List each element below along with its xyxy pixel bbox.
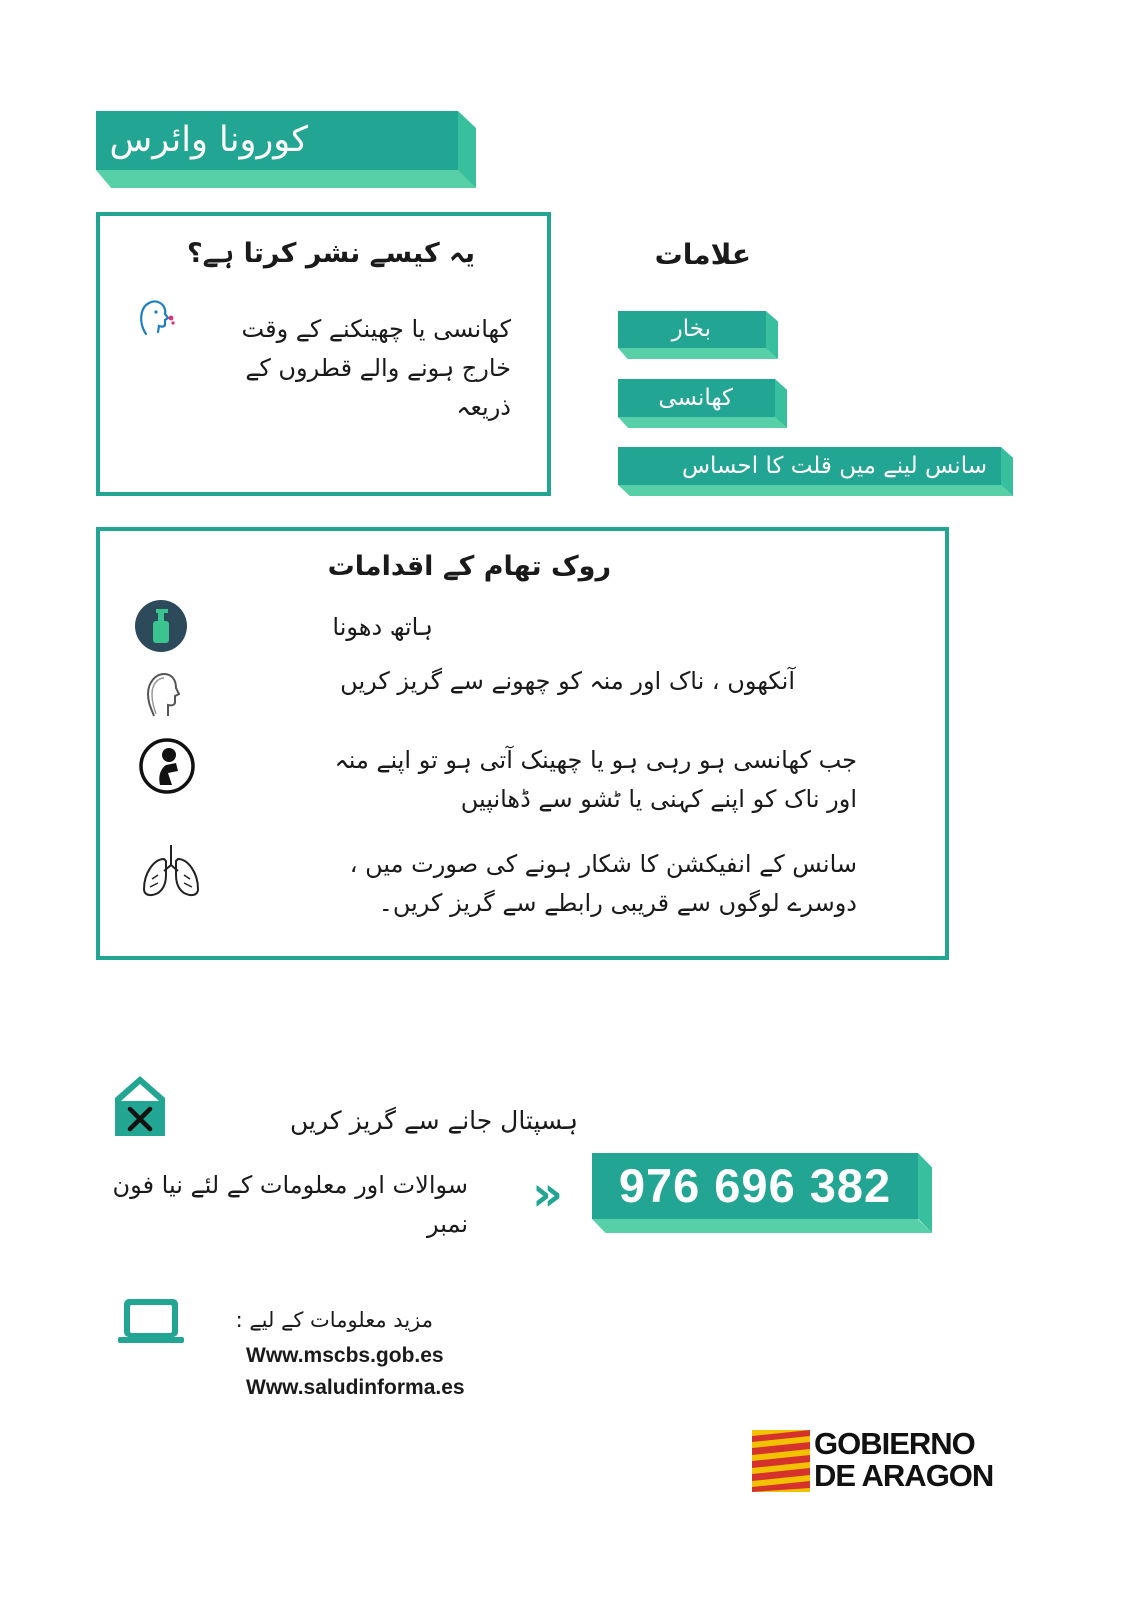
spread-text: کھانسی یا چھینکنے کے وقت خارج ہونے والے قطروں کے ذریعہ [241, 315, 511, 421]
prevention-box [96, 527, 949, 960]
phone-ribbon [592, 1153, 932, 1233]
page-title: کورونا وائرس [96, 111, 458, 170]
prevention-item-1: ہاتھ دھونا [332, 613, 433, 641]
phone-label: سوالات اور معلومات کے لئے نیا فون نمبر [112, 1171, 468, 1238]
logo-line-1: GOBIERNO [814, 1426, 975, 1461]
symptoms-heading: علامات [654, 238, 751, 271]
symptom-cough [618, 379, 787, 428]
link-mscbs[interactable]: Www.mscbs.gob.es [246, 1344, 444, 1367]
symptom-breath-label: سانس لینے میں قلت کا احساس [618, 447, 1001, 485]
spread-heading: یہ کیسے نشر کرتا ہے؟ [186, 238, 475, 269]
link-saludinforma[interactable]: Www.saludinforma.es [246, 1376, 465, 1399]
title-ribbon [96, 111, 476, 188]
symptom-breath [618, 447, 1013, 496]
logo-line-2: DE ARAGON [814, 1458, 994, 1493]
symptom-fever [618, 311, 778, 359]
lungs-icon [140, 843, 202, 899]
prevention-item-3: جب کھانسی ہو رہی ہو یا چھینک آتی ہو تو اپنے منہ اور ناک کو اپنے کہنی یا ٹشو سے ڈھانپیں [334, 746, 857, 813]
aragon-flag-logo [752, 1430, 810, 1492]
laptop-icon [118, 1297, 184, 1347]
hand-sanitizer-icon [134, 599, 188, 653]
hospital-text: ہسپتال جانے سے گریز کریں [289, 1106, 578, 1135]
head-profile-icon [142, 670, 182, 718]
cough-elbow-icon [138, 737, 196, 795]
prevention-heading: روک تھام کے اقدامات [327, 551, 611, 582]
arrow-icon: » [532, 1166, 564, 1222]
no-hospital-house-icon [113, 1074, 167, 1136]
sneeze-icon [136, 296, 176, 338]
prevention-item-4: سانس کے انفیکشن کا شکار ہونے کی صورت میں ، دوسرے لوگوں سے قریبی رابطے سے گریز کریں۔ [349, 850, 857, 917]
symptom-cough-label: کھانسی [618, 379, 775, 417]
prevention-item-2: آنکھوں ، ناک اور منہ کو چھونے سے گریز کریں [340, 667, 795, 695]
spread-box [96, 212, 551, 496]
more-info-label: مزید معلومات کے لیے : [235, 1308, 433, 1332]
symptom-fever-label: بخار [618, 311, 766, 348]
phone-number[interactable]: 976 696 382 [592, 1153, 918, 1219]
